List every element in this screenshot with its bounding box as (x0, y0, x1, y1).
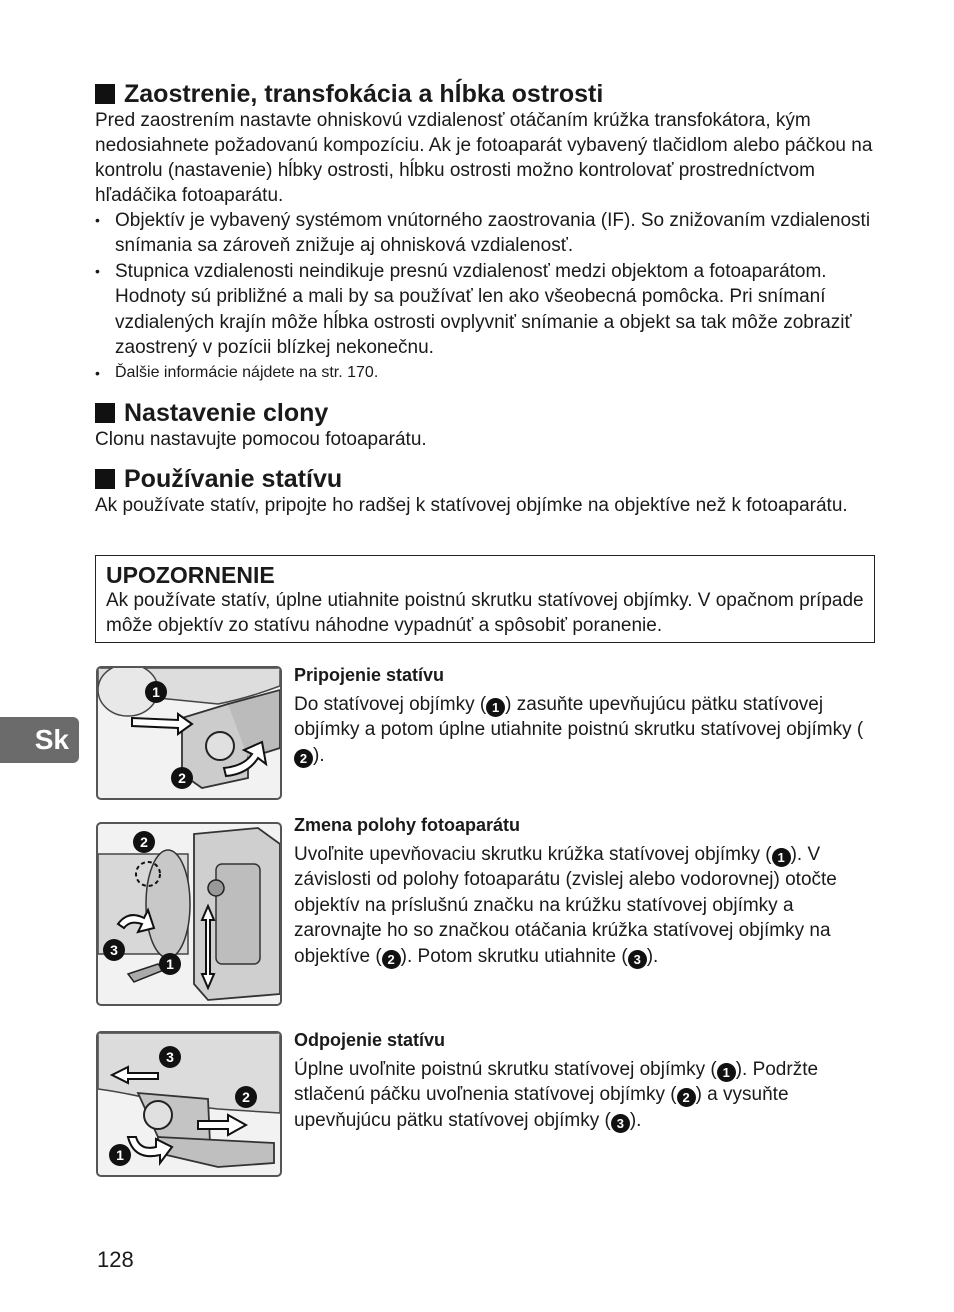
section-heading: Zaostrenie, transfokácia a hĺbka ostrosti (95, 80, 875, 108)
marker-two: 2 (294, 749, 313, 768)
marker-two: 2 (382, 950, 401, 969)
marker-two: 2 (178, 770, 186, 786)
step-title: Pripojenie statívu (294, 665, 445, 685)
step-text: Úplne uvoľnite poistnú skrutku statívovej objímky ( 1 ). Podržte stlačenú páčku uvoľnenia statívovej objímky ( 2 ) a vysuňte upevňujúcu pätku statívovej objímky ( 3 ). (294, 1059, 819, 1131)
marker-three: 3 (611, 1114, 630, 1133)
figure-reposition-camera (96, 822, 282, 1006)
step-attach (294, 664, 879, 768)
list-item: • Ďalšie informácie nájdete na str. 170. (95, 360, 875, 386)
marker-one: 1 (152, 684, 160, 700)
focus-bullets (95, 208, 875, 386)
marker-one: 1 (486, 698, 505, 717)
square-bullet-icon (95, 84, 115, 104)
marker-two: 2 (677, 1088, 696, 1107)
section-aperture (95, 399, 875, 452)
page-number: 128 (97, 1247, 134, 1272)
marker-one: 1 (772, 848, 791, 867)
marker-three: 3 (110, 942, 118, 958)
warning-box (95, 555, 875, 643)
tripod-text: Ak používate statív, pripojte ho radšej k statívovej objímke na objektíve než k fotoaparátu. (95, 495, 848, 516)
section-heading: Nastavenie clony (95, 399, 875, 427)
marker-one: 1 (166, 956, 174, 972)
focus-intro: Pred zaostrením nastavte ohniskovú vzdialenosť otáčaním krúžka transfokátora, kým nedosiahnete požadovanú kompozíciu. Ak je fotoaparát vybavený tlačidlom alebo páčkou na kontrolu (nastavenie) hĺbky ostrosti, hĺbku ostrosti možno kontrolovať prostredníctvom hľadáčika fotoaparátu. (95, 110, 873, 206)
attach-illustration (98, 668, 280, 798)
step-title: Odpojenie statívu (294, 1030, 446, 1050)
list-item: • Objektív je vybavený systémom vnútorného zaostrovania (IF). So znižovaním vzdialenosti snímania sa zároveň znižuje aj ohnisková vzdialenosť. (95, 208, 875, 259)
warning-title: UPOZORNENIE (106, 562, 275, 588)
marker-three: 3 (166, 1049, 174, 1065)
step-title: Zmena polohy fotoaparátu (294, 815, 521, 835)
language-tab: Sk (0, 717, 79, 763)
square-bullet-icon (95, 403, 115, 423)
marker-two: 2 (140, 834, 148, 850)
figure-detach-tripod (96, 1031, 282, 1177)
square-bullet-icon (95, 469, 115, 489)
marker-one: 1 (717, 1063, 736, 1082)
detach-illustration (98, 1033, 280, 1175)
section-focus (95, 80, 875, 386)
section-heading: Používanie statívu (95, 465, 875, 493)
step-reposition (294, 814, 879, 969)
warning-text: Ak používate statív, úplne utiahnite poistnú skrutku statívovej objímky. V opačnom prípade môže objektív zo statívu náhodne vypadnúť a spôsobiť poranenie. (106, 590, 864, 636)
reposition-illustration (98, 824, 280, 1004)
section-tripod (95, 465, 875, 518)
step-text: Uvoľnite upevňovaciu skrutku krúžka statívovej objímky ( 1 ). V závislosti od polohy fotoaparátu (zvislej alebo vodorovnej) otočte objektív na príslušnú značku na krúžku statívovej objímky a zarovnajte ho so značkou otáčania krúžka statívovej objímky na objektíve ( 2 ). Potom skrutku utiahnite ( 3 ). (294, 844, 837, 967)
aperture-text: Clonu nastavujte pomocou fotoaparátu. (95, 429, 427, 450)
marker-one: 1 (116, 1147, 124, 1163)
figure-attach-tripod (96, 666, 282, 800)
marker-two: 2 (242, 1089, 250, 1105)
list-item: • Stupnica vzdialenosti neindikuje presnú vzdialenosť medzi objektom a fotoaparátom. Hodnoty sú približné a mali by sa používať len ako všeobecná pomôcka. Pri snímaní vzdialených krajín môže hĺbka ostrosti ovplyvniť snímanie a objekt sa tak môže zobraziť zaostrený v pozícii blízkej nekonečnu. (95, 259, 875, 361)
step-text: Do statívovej objímky ( 1 ) zasuňte upevňujúcu pätku statívovej objímky a potom úplne utiahnite poistnú skrutku statívovej objímky (2 ). (294, 694, 864, 766)
marker-three: 3 (628, 950, 647, 969)
step-detach (294, 1029, 879, 1133)
